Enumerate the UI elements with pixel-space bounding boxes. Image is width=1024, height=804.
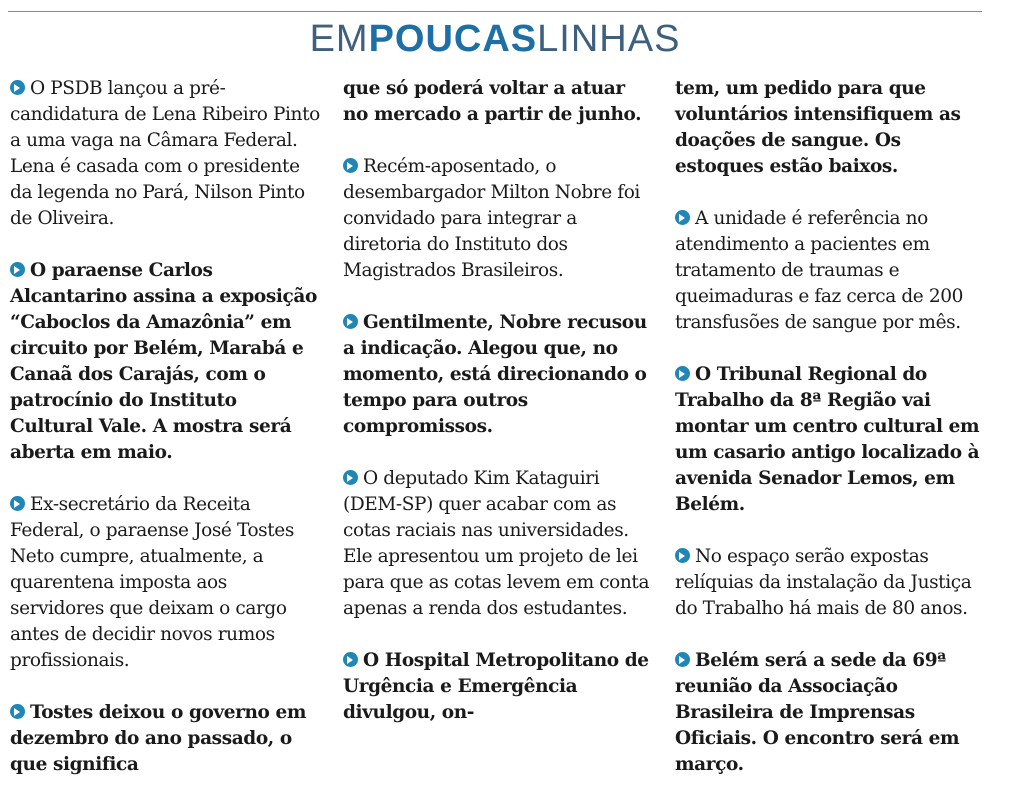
news-item — [10, 76, 322, 232]
news-item-text: Belém será a sede da 69ª reunião da Associação Brasileira de Imprensas Oficiais. O encontro será em março. — [675, 650, 960, 775]
news-item-text: tem, um pedido para que voluntários intensifiquem as doações de sangue. Os estoques estão baixos. — [675, 78, 961, 177]
news-item — [10, 258, 322, 466]
news-item-text: que só poderá voltar a atuar no mercado a partir de junho. — [343, 78, 642, 125]
news-item-continuation — [675, 76, 987, 180]
news-item-text: A unidade é referência no atendimento a pacientes em tratamento de traumas e queimaduras e faz cerca de 200 transfusões de sangue por mês. — [675, 208, 963, 333]
news-item — [675, 544, 987, 622]
news-item-text: No espaço serão expostas relíquias da instalação da Justiça do Trabalho há mais de 80 anos. — [675, 546, 972, 619]
news-item — [343, 466, 655, 622]
arrow-bullet-icon — [343, 652, 358, 667]
news-item-text: O paraense Carlos Alcantarino assina a exposição “Caboclos da Amazônia” em circuito por Belém, Marabá e Canaã dos Carajás, com o patrocínio do Instituto Cultural Vale. A mostra será aberta em maio. — [10, 260, 317, 463]
news-item — [675, 362, 987, 518]
arrow-bullet-icon — [675, 366, 690, 381]
news-item-text: O Tribunal Regional do Trabalho da 8ª Região vai montar um centro cultural em um casario antigo localizado à avenida Senador Lemos, em Belém. — [675, 364, 980, 515]
news-item — [343, 648, 655, 726]
column-3 — [675, 76, 987, 804]
news-item — [675, 648, 987, 778]
news-item-text: O PSDB lançou a pré-candidatura de Lena Ribeiro Pinto a uma vaga na Câmara Federal. Lena é casada com o presidente da legenda no Pará, Nilson Pinto de Oliveira. — [10, 78, 320, 229]
arrow-bullet-icon — [343, 314, 358, 329]
news-item — [10, 700, 322, 778]
column-1 — [10, 76, 322, 804]
arrow-bullet-icon — [343, 158, 358, 173]
arrow-bullet-icon — [10, 80, 25, 95]
news-item-text: Recém-aposentado, o desembargador Milton Nobre foi convidado para integrar a diretoria do Instituto dos Magistrados Brasileiros. — [343, 156, 640, 281]
news-item — [675, 206, 987, 336]
arrow-bullet-icon — [675, 652, 690, 667]
news-item-continuation — [343, 76, 655, 128]
news-item-text: O deputado Kim Kataguiri (DEM-SP) quer acabar com as cotas raciais nas universidades. Ele apresentou um projeto de lei para que as cotas levem em conta apenas a renda dos estudantes. — [343, 468, 650, 619]
header-part-linhas: LINHAS — [537, 18, 681, 60]
news-item — [343, 310, 655, 440]
column-2 — [343, 76, 655, 752]
arrow-bullet-icon — [10, 262, 25, 277]
news-item — [343, 154, 655, 284]
arrow-bullet-icon — [675, 548, 690, 563]
news-item-text: Ex-secretário da Receita Federal, o paraense José Tostes Neto cumpre, atualmente, a quarentena imposta aos servidores que deixam o cargo antes de decidir novos rumos profissionais. — [10, 494, 294, 671]
news-item-text: Gentilmente, Nobre recusou a indicação. Alegou que, no momento, está direcionando o tempo para outros compromissos. — [343, 312, 647, 437]
news-item-text: O Hospital Metropolitano de Urgência e Emergência divulgou, on- — [343, 650, 649, 723]
news-item-text: Tostes deixou o governo em dezembro do ano passado, o que significa — [10, 702, 307, 775]
arrow-bullet-icon — [10, 496, 25, 511]
header-part-poucas: POUCAS — [368, 18, 538, 60]
top-rule — [8, 11, 982, 12]
arrow-bullet-icon — [675, 210, 690, 225]
section-header — [0, 16, 990, 62]
arrow-bullet-icon — [343, 470, 358, 485]
news-item — [10, 492, 322, 674]
arrow-bullet-icon — [10, 704, 25, 719]
header-part-em: EM — [309, 18, 369, 60]
